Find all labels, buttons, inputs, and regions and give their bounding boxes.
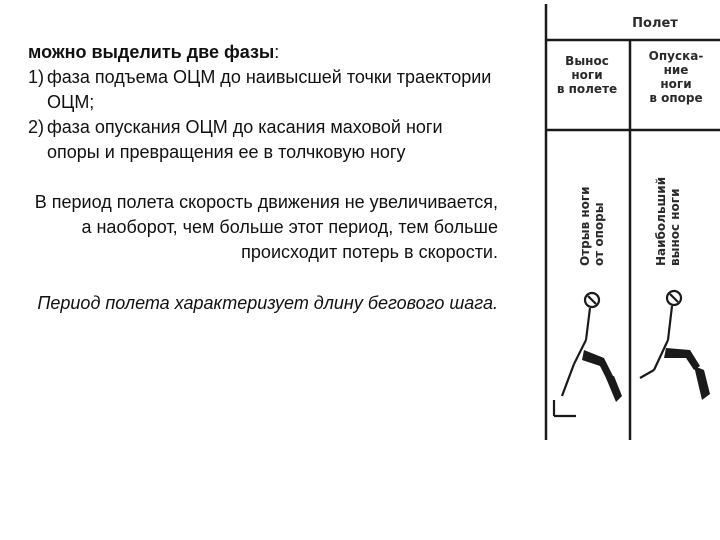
phase-text: фаза подъема ОЦМ до наивысшей точки траектории ОЦМ; xyxy=(47,67,492,112)
phases-heading xyxy=(28,40,498,65)
column-label-flight xyxy=(546,54,628,96)
column-label-line: в полете xyxy=(556,82,618,96)
column-label-line: Опуска- xyxy=(648,49,704,63)
runner-leg-2 xyxy=(664,348,710,400)
column-label-line: ноги xyxy=(660,77,692,91)
flight-phase-figure xyxy=(544,4,720,440)
runner-figure-2 xyxy=(640,291,681,378)
flight-period-paragraph: Период полета характеризует длину бегового шага. xyxy=(37,293,498,313)
phase-item xyxy=(28,65,498,115)
lecture-text xyxy=(28,40,498,316)
column-label-line: ние xyxy=(663,63,689,77)
vertical-label-line: вынос ноги xyxy=(668,188,682,266)
phase-text: фаза опускания ОЦМ до касания маховой ноги опоры и превращения ее в толчковую ногу xyxy=(47,117,443,162)
phases-heading-colon: : xyxy=(274,42,280,62)
column-label-line: ноги xyxy=(571,68,603,82)
vertical-label-line: Наибольший xyxy=(654,176,668,266)
vertical-label-line: Отрыв ноги xyxy=(578,186,592,266)
flight-speed-paragraph: В период полета скорость движения не увеличивается, а наоборот, чем больше этот период, тем больше происходит потерь в скорости. xyxy=(34,192,498,262)
vertical-label-takeoff xyxy=(578,186,606,266)
column-label-line: Вынос xyxy=(565,54,609,68)
runner-leg-1 xyxy=(582,350,622,402)
column-label-line: в опоре xyxy=(649,91,703,105)
vertical-label-line: от опоры xyxy=(592,202,606,266)
phases-list xyxy=(28,65,498,165)
figure-header: Полет xyxy=(632,16,678,31)
vertical-label-max-swing xyxy=(654,177,682,266)
phase-number: 2) xyxy=(28,117,45,137)
phase-number: 1) xyxy=(28,67,45,87)
phase-item xyxy=(28,115,498,165)
phases-heading-bold: можно выделить две фазы xyxy=(28,42,275,62)
column-label-support xyxy=(634,49,718,105)
